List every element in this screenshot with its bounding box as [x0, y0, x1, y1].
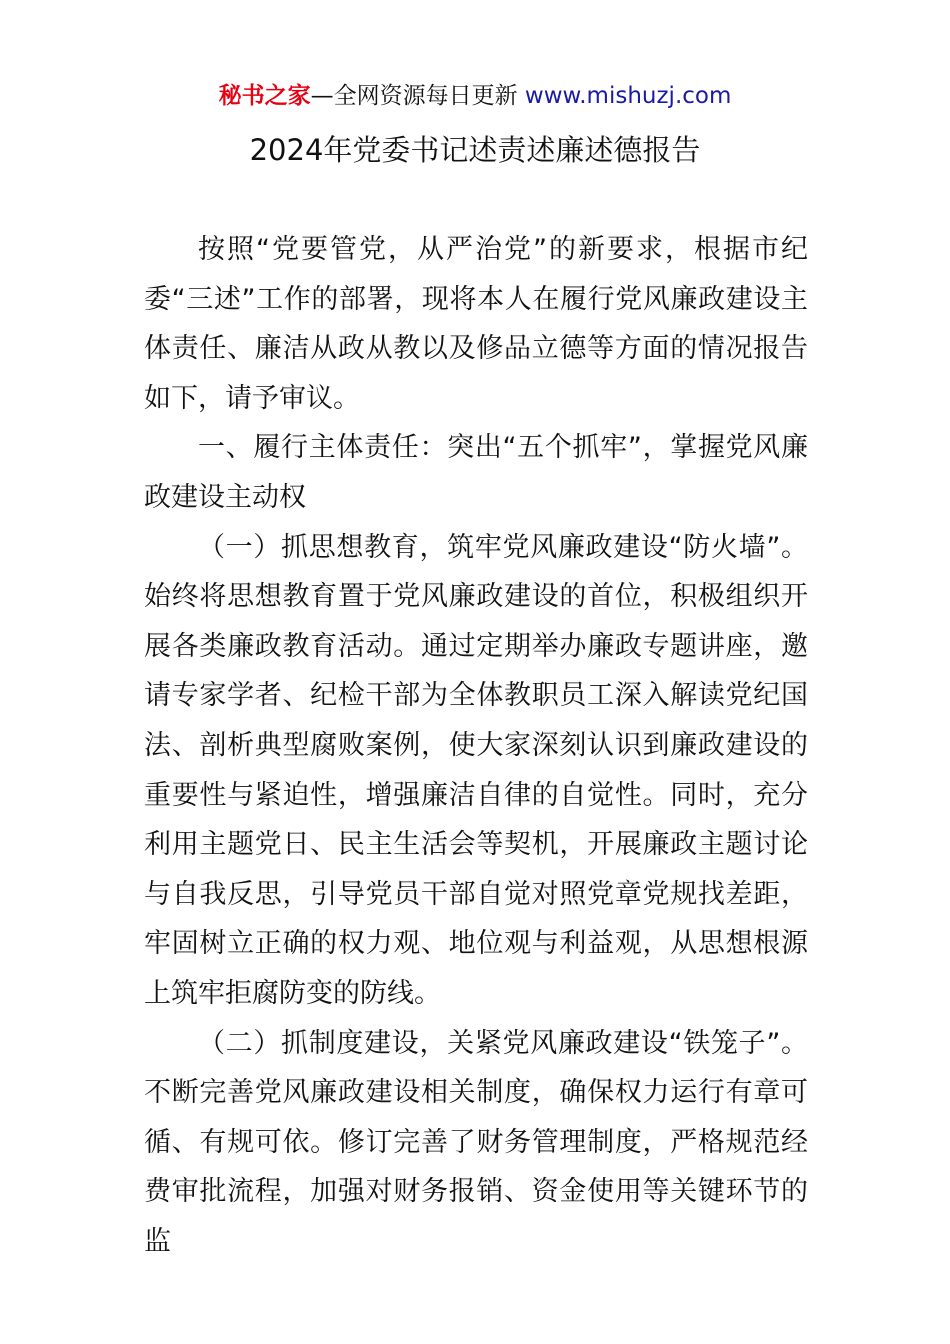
brand-tagline: —全网资源每日更新 [310, 83, 525, 109]
paragraph-system-building: （二）抓制度建设，关紧党风廉政建设“铁笼子”。不断完善党风廉政建设相关制度，确保权力运行有章可循、有规可依。修订完善了财务管理制度，严格规范经费审批流程，加强对财务报销、资金使用等关键环节的监 [144, 1027, 808, 1257]
section-heading-1: 一、履行主体责任：突出“五个抓牢”，掌握党风廉政建设主动权 [144, 432, 808, 513]
site-watermark-header [0, 80, 950, 112]
document-body [144, 225, 808, 1266]
site-url: www.mishuzj.com [524, 83, 732, 109]
paragraph-ideology-education: （一）抓思想教育，筑牢党风廉政建设“防火墙”。始终将思想教育置于党风廉政建设的首位，积极组织开展各类廉政教育活动。通过定期举办廉政专题讲座，邀请专家学者、纪检干部为全体教职员工深入解读党纪国法、剖析典型腐败案例，使大家深刻认识到廉政建设的重要性与紧迫性，增强廉洁自律的自觉性。同时，充分利用主题党日、民主生活会等契机，开展廉政主题讨论与自我反思，引导党员干部自觉对照党章党规找差距，牢固树立正确的权力观、地位观与利益观，从思想根源上筑牢拒腐防变的防线。 [144, 531, 808, 1009]
document-title: 2024年党委书记述责述廉述德报告 [249, 133, 701, 167]
brand-name: 秘书之家 [218, 83, 311, 109]
paragraph-intro: 按照“党要管党，从严治党”的新要求，根据市纪委“三述”工作的部署，现将本人在履行党风廉政建设主体责任、廉洁从政从教以及修品立德等方面的情况报告如下，请予审议。 [144, 234, 808, 414]
